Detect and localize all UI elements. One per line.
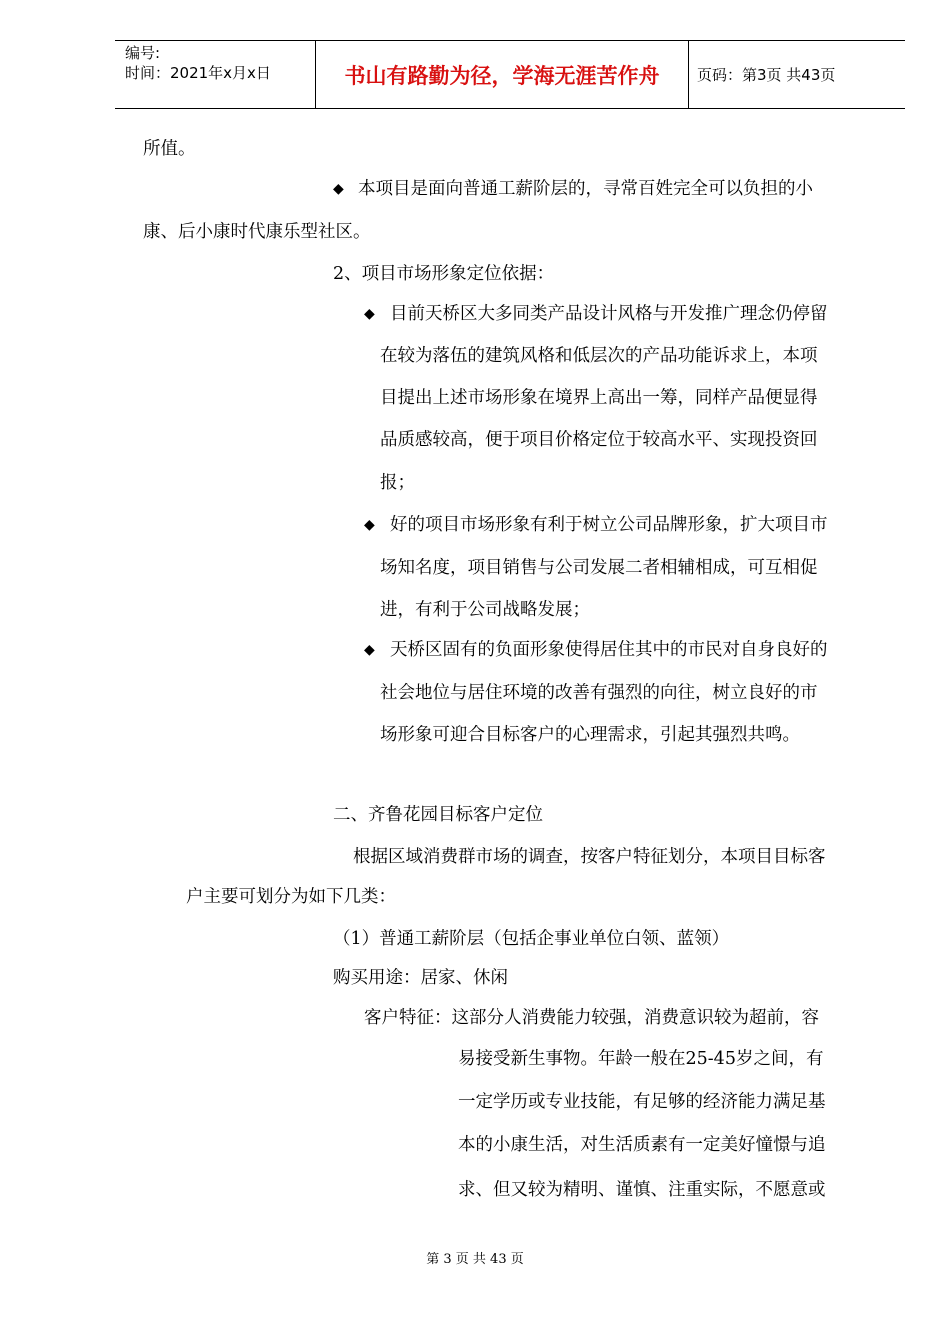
- text-line: 好的项目市场形象有利于树立公司品牌形象，扩大项目市: [390, 515, 828, 535]
- bullet-icon: ◆: [364, 517, 375, 533]
- text-line: 根据区域消费群市场的调查，按客户特征划分，本项目目标客: [353, 847, 826, 867]
- text-line: 一定学历或专业技能，有足够的经济能力满足基: [458, 1092, 826, 1112]
- text-line: 客户特征：这部分人消费能力较强，消费意识较为超前，容: [364, 1008, 819, 1028]
- section-heading: 二、齐鲁花园目标客户定位: [333, 805, 543, 825]
- header-page-label: 页码：第3页 共43页: [697, 66, 836, 84]
- text-line: 场形象可迎合目标客户的心理需求，引起其强烈共鸣。: [380, 725, 800, 745]
- time-label: 时间：2021年x月x日: [125, 64, 271, 82]
- text-line: 报；: [380, 473, 415, 493]
- text-line: 购买用途：居家、休闲: [333, 968, 508, 988]
- text-line: 本项目是面向普通工薪阶层的，寻常百姓完全可以负担的小: [358, 179, 813, 199]
- bullet-icon: ◆: [333, 181, 344, 197]
- text-line: 天桥区固有的负面形象使得居住其中的市民对自身良好的: [390, 640, 828, 660]
- number-label: 编号:: [125, 44, 161, 62]
- text-line: 户主要可划分为如下几类：: [186, 887, 396, 907]
- text-line: 求、但又较为精明、谨慎、注重实际，不愿意或: [458, 1180, 826, 1200]
- text-line: 品质感较高，便于项目价格定位于较高水平、实现投资回: [380, 430, 818, 450]
- header-left-cell: [115, 41, 316, 108]
- text-line: 易接受新生事物。年龄一般在25-45岁之间，有: [458, 1049, 824, 1069]
- text-line: （1）普通工薪阶层（包括企事业单位白领、蓝领）: [333, 929, 730, 949]
- text-line: 康、后小康时代康乐型社区。: [143, 222, 371, 242]
- text-line: 所值。: [143, 139, 196, 159]
- text-line: 在较为落伍的建筑风格和低层次的产品功能诉求上，本项: [380, 346, 818, 366]
- text-line: 进，有利于公司战略发展；: [380, 600, 590, 620]
- bullet-icon: ◆: [364, 642, 375, 658]
- text-line: 场知名度，项目销售与公司发展二者相辅相成，可互相促: [380, 558, 818, 578]
- header-table: [115, 40, 905, 109]
- text-line: 2、项目市场形象定位依据：: [333, 264, 555, 284]
- text-line: 目前天桥区大多同类产品设计风格与开发推广理念仍停留: [390, 304, 828, 324]
- page-footer: 第 3 页 共 43 页: [426, 1252, 524, 1267]
- text-line: 目提出上述市场形象在境界上高出一筹，同样产品便显得: [380, 388, 818, 408]
- text-line: 社会地位与居住环境的改善有强烈的向往，树立良好的市: [380, 683, 818, 703]
- header-motto: 书山有路勤为径，学海无涯苦作舟: [316, 41, 689, 108]
- bullet-icon: ◆: [364, 306, 375, 322]
- text-line: 本的小康生活，对生活质素有一定美好憧憬与追: [458, 1135, 826, 1155]
